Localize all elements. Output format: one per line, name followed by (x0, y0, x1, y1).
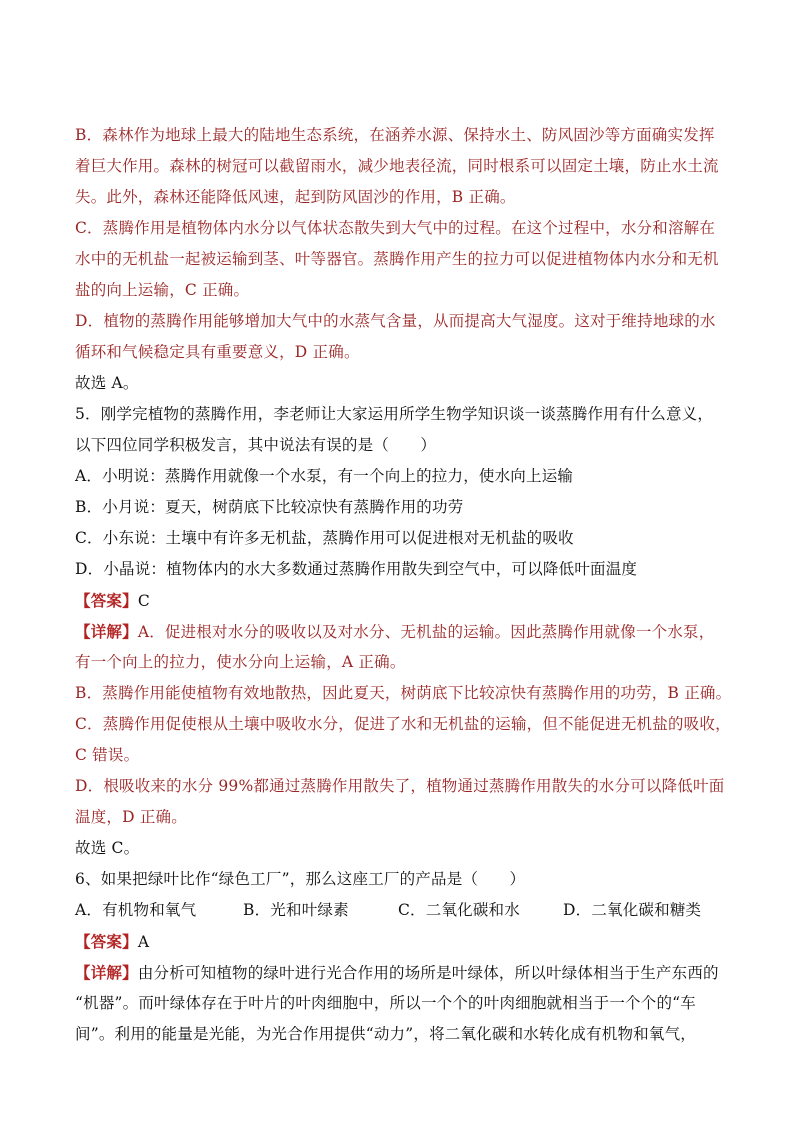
q6-answer-tag: 【答案】 (75, 932, 138, 951)
prev-option-b-line-2: 着巨大作用。森林的树冠可以截留雨水，减少地表径流，同时根系可以固定土壤，防止水土流 (75, 157, 719, 175)
q5-detail-line-7: 温度，D 正确。 (75, 808, 187, 826)
q5-detail-tag: 【详解】 (75, 622, 138, 641)
prev-choose-line: 故选 A。 (75, 374, 139, 392)
q6-stem: 6、如果把绿叶比作“绿色工厂”，那么这座工厂的产品是（ ） (75, 870, 526, 888)
q5-detail-line-3: B．蒸腾作用能使植物有效地散热，因此夏天，树荫底下比较凉快有蒸腾作用的功劳，B 正确。 (75, 684, 732, 702)
page-content (75, 120, 732, 1050)
q5-option-a: A．小明说：蒸腾作用就像一个水泵，有一个向上的拉力，使水向上运输 (75, 467, 574, 485)
q5-answer-value: C (137, 592, 150, 610)
q5-detail-first: A．促进根对水分的吸收以及对水分、无机盐的运输。因此蒸腾作用就像一个水泵， (137, 623, 715, 641)
prev-option-c-line-3: 盐的向上运输，C 正确。 (75, 281, 250, 299)
q6-answer-line (75, 926, 725, 957)
q6-detail-line-3: 间”。利用的能量是光能，为光合作用提供“动力”，将二氧化碳和水转化成有机物和氧气， (75, 1025, 696, 1043)
prev-option-d-line-1: D．植物的蒸腾作用能够增加大气中的水蒸气含量，从而提高大气湿度。这对于维持地球的水 (75, 312, 716, 330)
prev-option-c-line-2: 水中的无机盐一起被运输到茎、叶等器官。蒸腾作用产生的拉力可以促进植物体内水分和无机 (75, 250, 719, 268)
q6-detail-first: 由分析可知植物的绿叶进行光合作用的场所是叶绿体，所以叶绿体相当于生产东西的 (137, 964, 719, 982)
q5-option-d: D．小晶说：植物体内的水大多数通过蒸腾作用散失到空气中，可以降低叶面温度 (75, 560, 638, 578)
q5-option-b: B．小月说：夏天，树荫底下比较凉快有蒸腾作用的功劳 (75, 498, 464, 516)
q6-option-b: B．光和叶绿素 (243, 901, 349, 919)
q6-option-c: C．二氧化碳和水 (398, 901, 520, 919)
q6-detail-tag: 【详解】 (75, 963, 138, 982)
q6-detail-line-2: “机器”。而叶绿体存在于叶片的叶肉细胞中，所以一个个的叶肉细胞就相当于一个个的“车 (75, 994, 696, 1012)
q5-detail-line-6: D．根吸收来的水分 99%都通过蒸腾作用散失了，植物通过蒸腾作用散失的水分可以降低叶面 (75, 777, 725, 795)
prev-option-d-line-2: 循环和气候稳定具有重要意义，D 正确。 (75, 343, 360, 361)
q5-answer-line (75, 585, 725, 616)
q5-detail-line-2: 有一个向上的拉力，使水分向上运输，A 正确。 (75, 653, 406, 671)
prev-option-b-line-1: B．森林作为地球上最大的陆地生态系统，在涵养水源、保持水土、防风固沙等方面确实发挥 (75, 126, 715, 144)
q5-detail-line-5: C 错误。 (75, 746, 140, 764)
q6-answer-value: A (137, 933, 150, 951)
q5-detail-line-1 (75, 616, 725, 647)
q6-option-d: D．二氧化碳和糖类 (563, 901, 702, 919)
q5-option-c: C．小东说：土壤中有许多无机盐，蒸腾作用可以促进根对无机盐的吸收 (75, 529, 574, 547)
prev-option-c-line-1: C．蒸腾作用是植物体内水分以气体状态散失到大气中的过程。在这个过程中，水分和溶解在 (75, 219, 716, 237)
q5-detail-line-4: C．蒸腾作用促使根从土壤中吸收水分，促进了水和无机盐的运输，但不能促进无机盐的吸收， (75, 715, 731, 733)
q6-option-a: A．有机物和氧气 (75, 901, 197, 919)
q5-stem-line-1: 5．刚学完植物的蒸腾作用，李老师让大家运用所学生物学知识谈一谈蒸腾作用有什么意义， (75, 405, 714, 423)
q6-options-row (75, 895, 725, 926)
prev-option-b-line-3: 失。此外，森林还能降低风速，起到防风固沙的作用，B 正确。 (75, 188, 516, 206)
q5-choose-line: 故选 C。 (75, 839, 140, 857)
q6-detail-line-1 (75, 957, 725, 988)
q5-stem-line-2: 以下四位同学积极发言，其中说法有误的是（ ） (75, 436, 437, 454)
q5-answer-tag: 【答案】 (75, 591, 138, 610)
